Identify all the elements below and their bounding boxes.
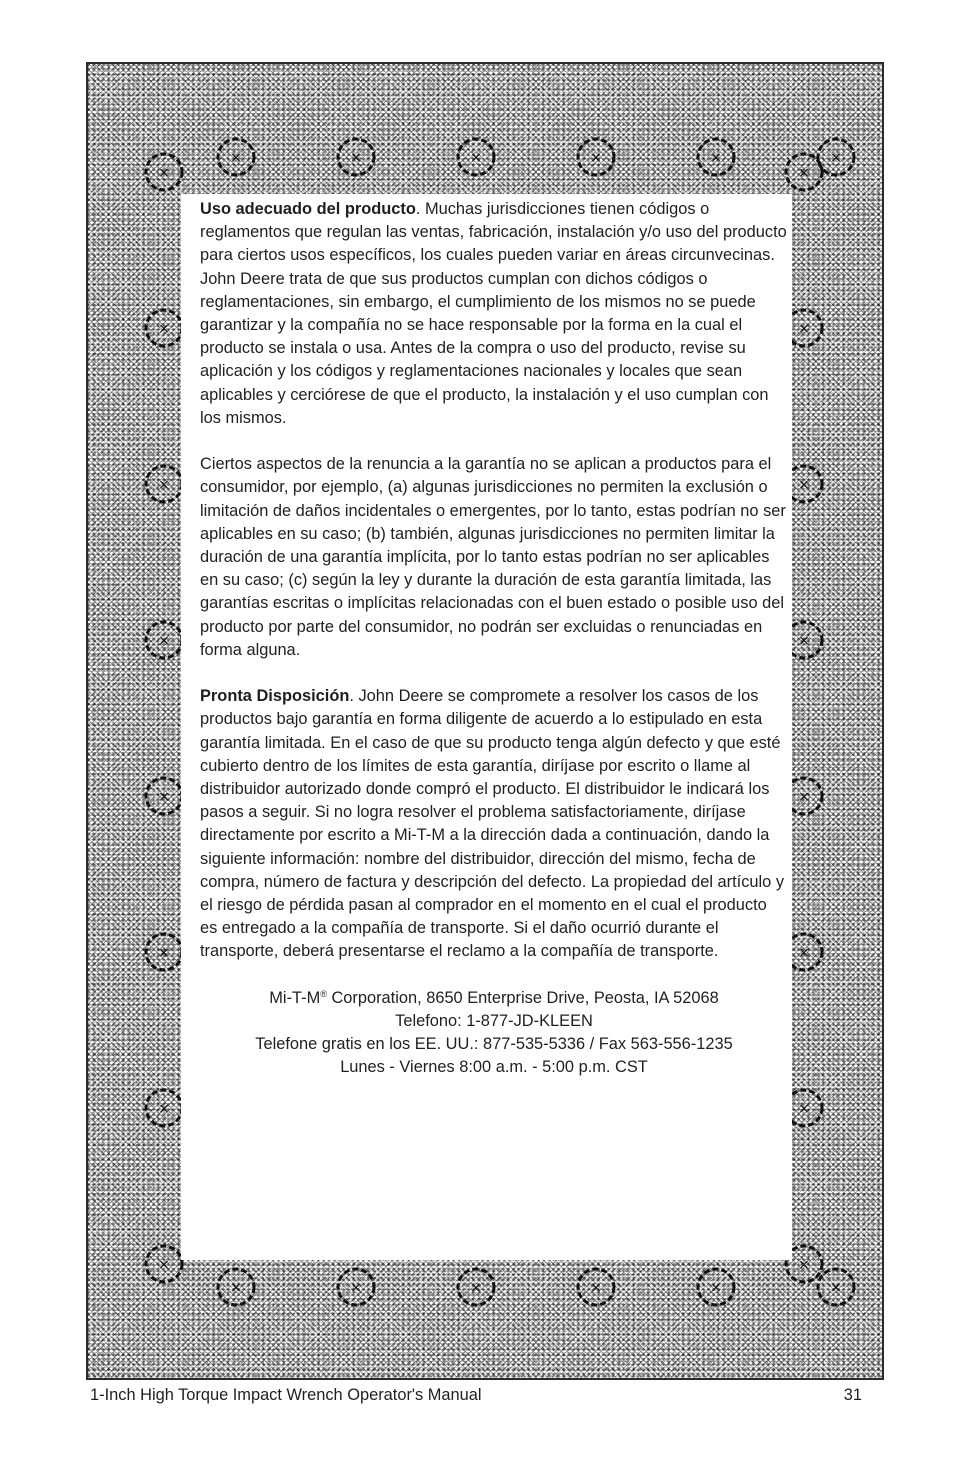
svg-text:×: × <box>798 633 810 649</box>
svg-text:×: × <box>158 477 170 493</box>
svg-text:×: × <box>830 1280 842 1296</box>
section-prompt-disposition: Pronta Disposición. John Deere se compromete a resolver los casos de los productos bajo garantía en forma diligente de acuerdo a lo estipulado en esta garantía limitada. En el caso de que su producto tenga algún defecto y que esté cubierto dentro de los límites de esta garantía, diríjase por escrito o llame al distribuidor autorizado donde compró el producto. El distribuidor le indicará los pasos a seguir. Si no logra resolver el problema satisfactoriamente, diríjase directamente por escrito a Mi-T-M a la dirección dada a continuación, dando la siguiente información: nombre del distribuidor, dirección del mismo, fecha de compra, número de factura y descripción del defecto. La propiedad del artículo y el riesgo de pérdida pasan al comprador en el momento en el cual el producto es entregado a la compañía de transporte. Si el daño ocurrió durante el transporte, deberá presentarse el reclamo a la compañía de transporte. <box>200 687 785 961</box>
company-address: Mi-T-M® Corporation, 8650 Enterprise Drive, Peosta, IA 52068 <box>269 988 719 1007</box>
svg-text:×: × <box>230 1280 242 1296</box>
svg-text:×: × <box>830 150 842 166</box>
page-number: 31 <box>843 1386 862 1404</box>
svg-text:×: × <box>590 1280 602 1296</box>
tollfree-fax-line: Telefone gratis en los EE. UU.: 877-535-5336 / Fax 563-556-1235 <box>255 1035 733 1054</box>
warranty-text <box>200 198 788 1080</box>
svg-text:×: × <box>798 1101 810 1117</box>
svg-text:×: × <box>470 150 482 166</box>
section-body: John Deere se compromete a resolver los casos de los productos bajo garantía en forma diligente de acuerdo a lo estipulado en esta garantía limitada. En el caso de que su producto tenga algún defecto y que esté cubierto dentro de los límites de esta garantía, diríjase por escrito o llame al distribuidor autorizado donde compró el producto. El distribuidor le indicará los pasos a seguir. Si no logra resolver el problema satisfactoriamente, diríjase directamente por escrito a Mi-T-M a la dirección dada a continuación, dando la siguiente información: nombre del distribuidor, dirección del mismo, fecha de compra, número de factura y descripción del defecto. La propiedad del artículo y el riesgo de pérdida pasan al comprador en el momento en el cual el producto es entregado a la compañía de transporte. Si el daño ocurrió durante el transporte, deberá presentarse el reclamo a la compañía de transporte. <box>200 687 785 961</box>
svg-text:×: × <box>798 1257 810 1273</box>
svg-text:×: × <box>798 477 810 493</box>
contact-block <box>200 987 788 1080</box>
section-proper-use: Uso adecuado del producto. Muchas jurisdicciones tienen códigos o reglamentos que regulan las ventas, fabricación, instalación y/o uso del producto para ciertos usos específicos, los cuales pueden variar en áreas circunvecinas. John Deere trata de que sus productos cumplan con dichos códigos o reglamentaciones, sin embargo, el cumplimiento de los mismos no se puede garantizar y la compañía no se hace responsable por la forma en la cual el producto se instala o usa. Antes de la compra o uso del producto, revise su aplicación y los códigos y reglamentaciones nacionales y locales que sean aplicables y cerciórese de que el producto, la instalación y el uso cumplan con los mismos. <box>200 200 787 427</box>
svg-text:×: × <box>590 150 602 166</box>
svg-text:×: × <box>158 633 170 649</box>
svg-text:×: × <box>158 1257 170 1273</box>
svg-text:×: × <box>158 321 170 337</box>
svg-text:×: × <box>798 789 810 805</box>
manual-title: 1-Inch High Torque Impact Wrench Operator's Manual <box>90 1386 482 1404</box>
section-body: Ciertos aspectos de la renuncia a la garantía no se aplican a productos para el consumidor, por ejemplo, (a) algunas jurisdicciones no permiten la exclusión o limitación de daños incidentales o emergentes, por lo tanto, estas podrían no ser aplicables en su caso; (b) también, algunas jurisdicciones no permiten limitar la duración de una garantía implícita, por lo tanto estas podrían no ser aplicables en su caso; (c) según la ley y durante la duración de esta garantía limitada, las garantías escritas o implícitas relacionadas con el buen estado o posible uso del producto por parte del consumidor, no podrán ser excluidas o renunciadas en forma alguna. <box>200 455 786 659</box>
svg-text:×: × <box>350 1280 362 1296</box>
section-body: Muchas jurisdicciones tienen códigos o reglamentos que regulan las ventas, fabricación, instalación y/o uso del producto para ciertos usos específicos, los cuales pueden variar en áreas circunvecinas. John Deere trata de que sus productos cumplan con dichos códigos o reglamentaciones, sin embargo, el cumplimiento de los mismos no se puede garantizar y la compañía no se hace responsable por la forma en la cual el producto se instala o usa. Antes de la compra o uso del producto, revise su aplicación y los códigos y reglamentaciones nacionales y locales que sean aplicables y cerciórese de que el producto, la instalación y el uso cumplan con los mismos. <box>200 200 787 427</box>
svg-text:×: × <box>158 1101 170 1117</box>
svg-text:×: × <box>350 150 362 166</box>
svg-text:×: × <box>230 150 242 166</box>
svg-text:×: × <box>710 150 722 166</box>
svg-text:×: × <box>470 1280 482 1296</box>
svg-text:×: × <box>798 321 810 337</box>
section-heading: Pronta Disposición <box>200 687 350 706</box>
section-disclaimer <box>200 453 788 662</box>
registered-mark: ® <box>320 988 327 999</box>
svg-text:×: × <box>710 1280 722 1296</box>
svg-text:×: × <box>158 945 170 961</box>
business-hours: Lunes - Viernes 8:00 a.m. - 5:00 p.m. CST <box>340 1058 648 1077</box>
svg-text:×: × <box>158 789 170 805</box>
svg-text:×: × <box>798 165 810 181</box>
svg-text:×: × <box>158 165 170 181</box>
phone-line: Telefono: 1-877-JD-KLEEN <box>395 1012 593 1031</box>
svg-text:×: × <box>798 945 810 961</box>
section-heading: Uso adecuado del producto <box>200 200 416 218</box>
